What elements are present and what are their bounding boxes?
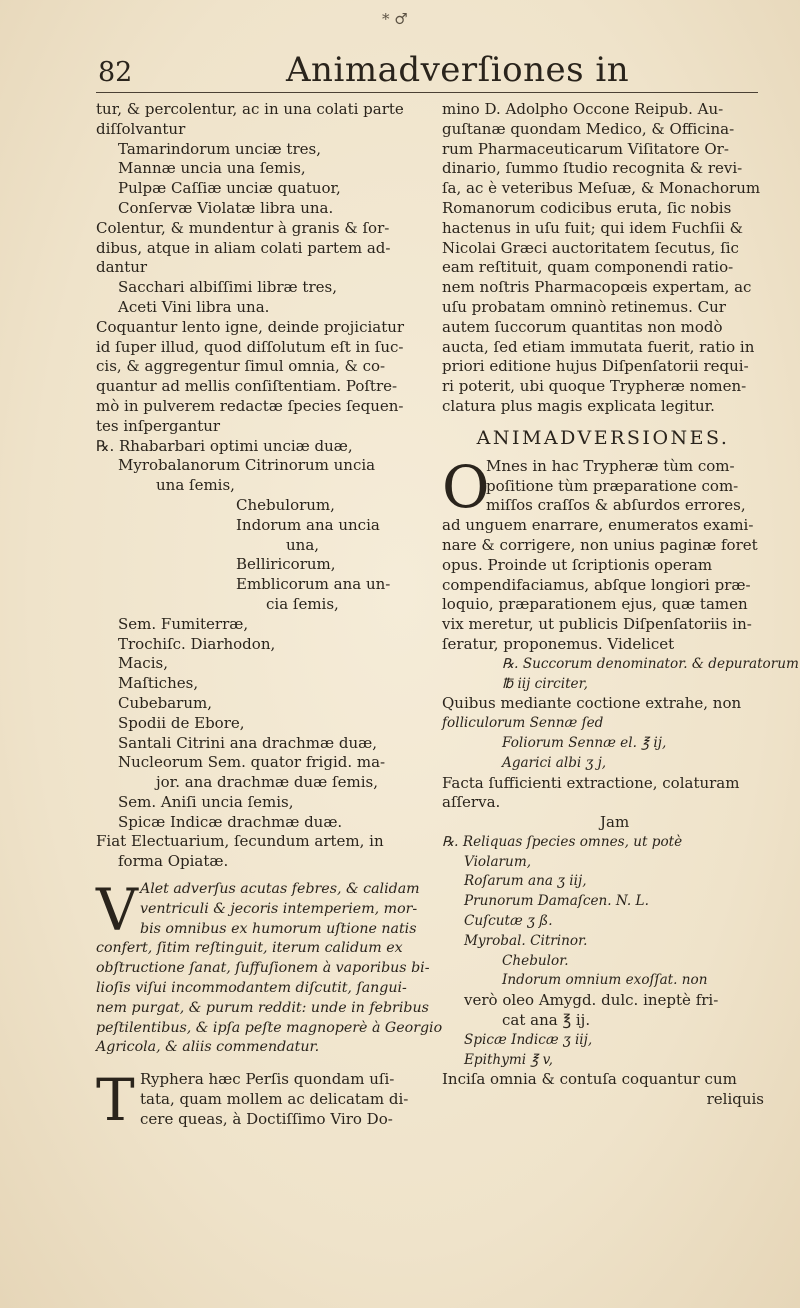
text-line: Nucleorum Sem. quator frigid. ma- xyxy=(118,753,386,772)
text-line: dinario, ſummo ſtudio recognita & revi- xyxy=(442,159,743,178)
text-line: compendifaciamus, abſque longiori præ- xyxy=(442,575,751,594)
text-line: ventriculi & jecoris intemperiem, mor- xyxy=(140,900,418,917)
text-line: ſeratur, proponemus. Videlicet xyxy=(442,634,675,653)
text-line: Foliorum Sennæ el. ℥ ij, xyxy=(502,734,667,751)
text-line: Sem. Fumiterræ, xyxy=(118,614,249,633)
text-line: una ſemis, xyxy=(156,476,235,495)
text-line: eam reſtituit, quam componendi ratio- xyxy=(442,258,734,277)
text-line: Santali Citrini ana drachmæ duæ, xyxy=(118,733,378,752)
text-line: Chebulorum, xyxy=(236,495,335,514)
drop-cap-t: T xyxy=(96,1066,135,1135)
text-line: Cuſcutæ ʒ ß. xyxy=(464,913,553,930)
italic-paragraph xyxy=(96,876,443,1058)
text-line: Romanorum codicibus eruta, ſic nobis xyxy=(442,198,732,217)
text-line: nare & corrigere, non unius paginæ foret xyxy=(442,535,758,554)
text-line: vix meretur, ut publicis Diſpenſatoriis in- xyxy=(442,615,752,634)
text-line: Sem. Aniſi uncia ſemis, xyxy=(118,792,294,811)
text-line: cat ana ℥ ij. xyxy=(502,1011,591,1030)
text-line: una, xyxy=(286,535,320,554)
running-header xyxy=(96,48,758,93)
text-line: Pulpæ Caſſiæ unciæ quatuor, xyxy=(118,179,341,198)
text-line: lioſis viſui incommodantem diſcutit, ſangui- xyxy=(96,980,407,997)
text-line: ℞. Reliquas ſpecies omnes, ut potè xyxy=(442,833,683,850)
page-number: 82 xyxy=(98,57,133,88)
text-line: autem ſuccorum quantitas non modò xyxy=(442,317,723,336)
text-line: clatura plus magis explicata legitur. xyxy=(442,396,715,415)
text-line: Alet adverſus acutas febres, & calidam xyxy=(140,881,420,898)
text-line: miſſos craſſos & abſurdos errores, xyxy=(486,496,746,515)
text-line: Roſarum ana ʒ iij, xyxy=(464,873,587,890)
text-line: nem noſtris Pharmacopœis expertam, ac xyxy=(442,278,752,297)
text-line: ri poterit, ubi quoque Trypheræ nomen- xyxy=(442,377,747,396)
text-line: Cubebarum, xyxy=(118,693,212,712)
text-line: dantur xyxy=(96,258,148,277)
intro-text xyxy=(442,100,764,417)
recipe-text xyxy=(96,100,426,872)
text-line: Inciſa omnia & contuſa coquantur cum xyxy=(442,1070,737,1089)
text-line: id ſuper illud, quod diſſolutum eſt in ſuc- xyxy=(96,337,404,356)
text-line: ℞. Succorum denominator. & depuratorum xyxy=(502,655,799,672)
text-line: Nicolai Græci auctoritatem ſecutus, ſic xyxy=(442,238,739,257)
left-column xyxy=(96,100,443,1135)
text-line: Jam xyxy=(600,813,630,832)
text-line: reliquis xyxy=(706,1090,764,1109)
text-line: forma Opiatæ. xyxy=(118,852,229,871)
text-line: Epithymi ℥ v, xyxy=(464,1051,553,1068)
text-line: aucta, ſed etiam immutata fuerit, ratio in xyxy=(442,337,755,356)
text-line: uſu probatam omninò retinemus. Cur xyxy=(442,297,726,316)
text-line: Spicæ Indicæ drachmæ duæ. xyxy=(118,812,343,831)
drop-cap-o: O xyxy=(442,452,490,521)
text-line: priori editione hujus Diſpenſatorii requi- xyxy=(442,357,749,376)
text-line: nem purgat, & purum reddit: unde in febribus xyxy=(96,999,429,1016)
text-line: Indorum ana uncia xyxy=(236,515,380,534)
text-line: Aceti Vini libra una. xyxy=(118,297,270,316)
text-line: ℔ iij circiter, xyxy=(502,675,588,692)
text-line: folliculorum Sennæ ſed xyxy=(442,715,604,732)
text-line: Agricola, & aliis commendatur. xyxy=(96,1039,320,1056)
text-line: cia ſemis, xyxy=(266,594,339,613)
text-line: obſtructione ſanat, ſuffuſionem à vaporibus bi- xyxy=(96,960,430,977)
running-title: Animadverſiones in xyxy=(286,50,630,90)
text-line: Quibus mediante coctione extrahe, non xyxy=(442,694,742,713)
text-line: Chebulor. xyxy=(502,952,569,969)
drop-cap-v: V xyxy=(96,876,138,945)
text-line: Mnes in hac Trypheræ tùm com- xyxy=(486,456,735,475)
text-line: Spodii de Ebore, xyxy=(118,713,245,732)
text-line: Prunorum Damaſcen. N. L. xyxy=(464,893,649,910)
text-line: rum Pharmaceuticarum Viſitatore Or- xyxy=(442,139,729,158)
text-line: diſſolvantur xyxy=(96,119,186,138)
text-line: Tamarindorum unciæ tres, xyxy=(118,139,321,158)
text-line: Myrobalanorum Citrinorum uncia xyxy=(118,456,376,475)
text-line: Trochiſc. Diarhodon, xyxy=(118,634,276,653)
animadversiones-paragraph xyxy=(442,452,764,521)
text-line: jor. ana drachmæ duæ ſemis, xyxy=(156,773,378,792)
text-line: peſtilentibus, & ipſa peſte magnoperè à Georgio xyxy=(96,1019,443,1036)
text-line: Emblicorum ana un- xyxy=(236,575,391,594)
text-line: Violarum, xyxy=(464,853,532,870)
text-line: ſa, ac è veteribus Meſuæ, & Monachorum xyxy=(442,179,761,198)
text-line: cere queas, à Doctiſſimo Viro Do- xyxy=(140,1109,393,1128)
text-line: Myrobal. Citrinor. xyxy=(464,932,588,949)
text-line: hactenus in uſu fuit; qui idem Fuchſii & xyxy=(442,218,743,237)
text-line: Sacchari albiſſimi libræ tres, xyxy=(118,278,337,297)
text-line: aſſerva. xyxy=(442,793,501,812)
text-line: Mannæ uncia una ſemis, xyxy=(118,159,306,178)
text-line: confert, ſitim reſtinguit, iterum calidum ex xyxy=(96,940,403,957)
text-line: loquio, præparationem ejus, quæ tamen xyxy=(442,595,748,614)
text-line: Maſtiches, xyxy=(118,674,199,693)
text-line: opus. Proinde ut ſcriptionis operam xyxy=(442,555,713,574)
text-line: bis omnibus ex humorum uſtione natis xyxy=(140,920,417,937)
text-line: Agarici albi ʒ j, xyxy=(502,754,607,771)
text-line: mò in pulverem redactæ ſpecies ſequen- xyxy=(96,396,404,415)
text-line: Macis, xyxy=(118,654,168,673)
signature-mark: * ♂ xyxy=(382,10,408,28)
text-line: Coquantur lento igne, deinde projiciatur xyxy=(96,317,405,336)
section-heading: ANIMADVERSIONES. xyxy=(476,426,730,449)
right-column xyxy=(442,100,799,1110)
text-line: tur, & percolentur, ac in una colati parte xyxy=(96,100,404,118)
text-line: Belliricorum, xyxy=(236,555,336,574)
text-line: tata, quam mollem ac delicatam di- xyxy=(140,1090,409,1109)
text-line: Conſervæ Violatæ libra una. xyxy=(118,198,334,217)
text-line: Fiat Electuarium, ſecundum artem, in xyxy=(96,832,384,851)
text-line: quantur ad mellis conſiſtentiam. Poſtre- xyxy=(96,377,398,396)
text-line: Facta ſufficienti extractione, colaturam xyxy=(442,773,740,792)
text-line: tes inſpergantur xyxy=(96,416,221,435)
text-line: ℞. Rhabarbari optimi unciæ duæ, xyxy=(96,436,353,455)
text-line: dibus, atque in aliam colati partem ad- xyxy=(96,238,391,257)
correction-recipe xyxy=(442,516,799,1110)
tryphera-paragraph xyxy=(96,1066,426,1135)
text-line: Colentur, & mundentur à granis & ſor- xyxy=(96,218,390,237)
text-line: poſitione tùm præparatione com- xyxy=(486,476,739,495)
text-line: mino D. Adolpho Occone Reipub. Au- xyxy=(442,100,724,118)
text-line: ad unguem enarrare, enumeratos exami- xyxy=(442,516,754,535)
text-line: Indorum omnium exoſſat. non xyxy=(502,972,708,989)
text-line: Ryphera hæc Perſis quondam uſi- xyxy=(140,1070,395,1089)
text-line: Spicæ Indicæ ʒ iij, xyxy=(464,1031,593,1048)
text-line: cis, & aggregentur ſimul omnia, & co- xyxy=(96,357,386,376)
text-line: verò oleo Amygd. dulc. ineptè fri- xyxy=(464,991,719,1010)
text-line: guſtanæ quondam Medico, & Officina- xyxy=(442,119,735,138)
